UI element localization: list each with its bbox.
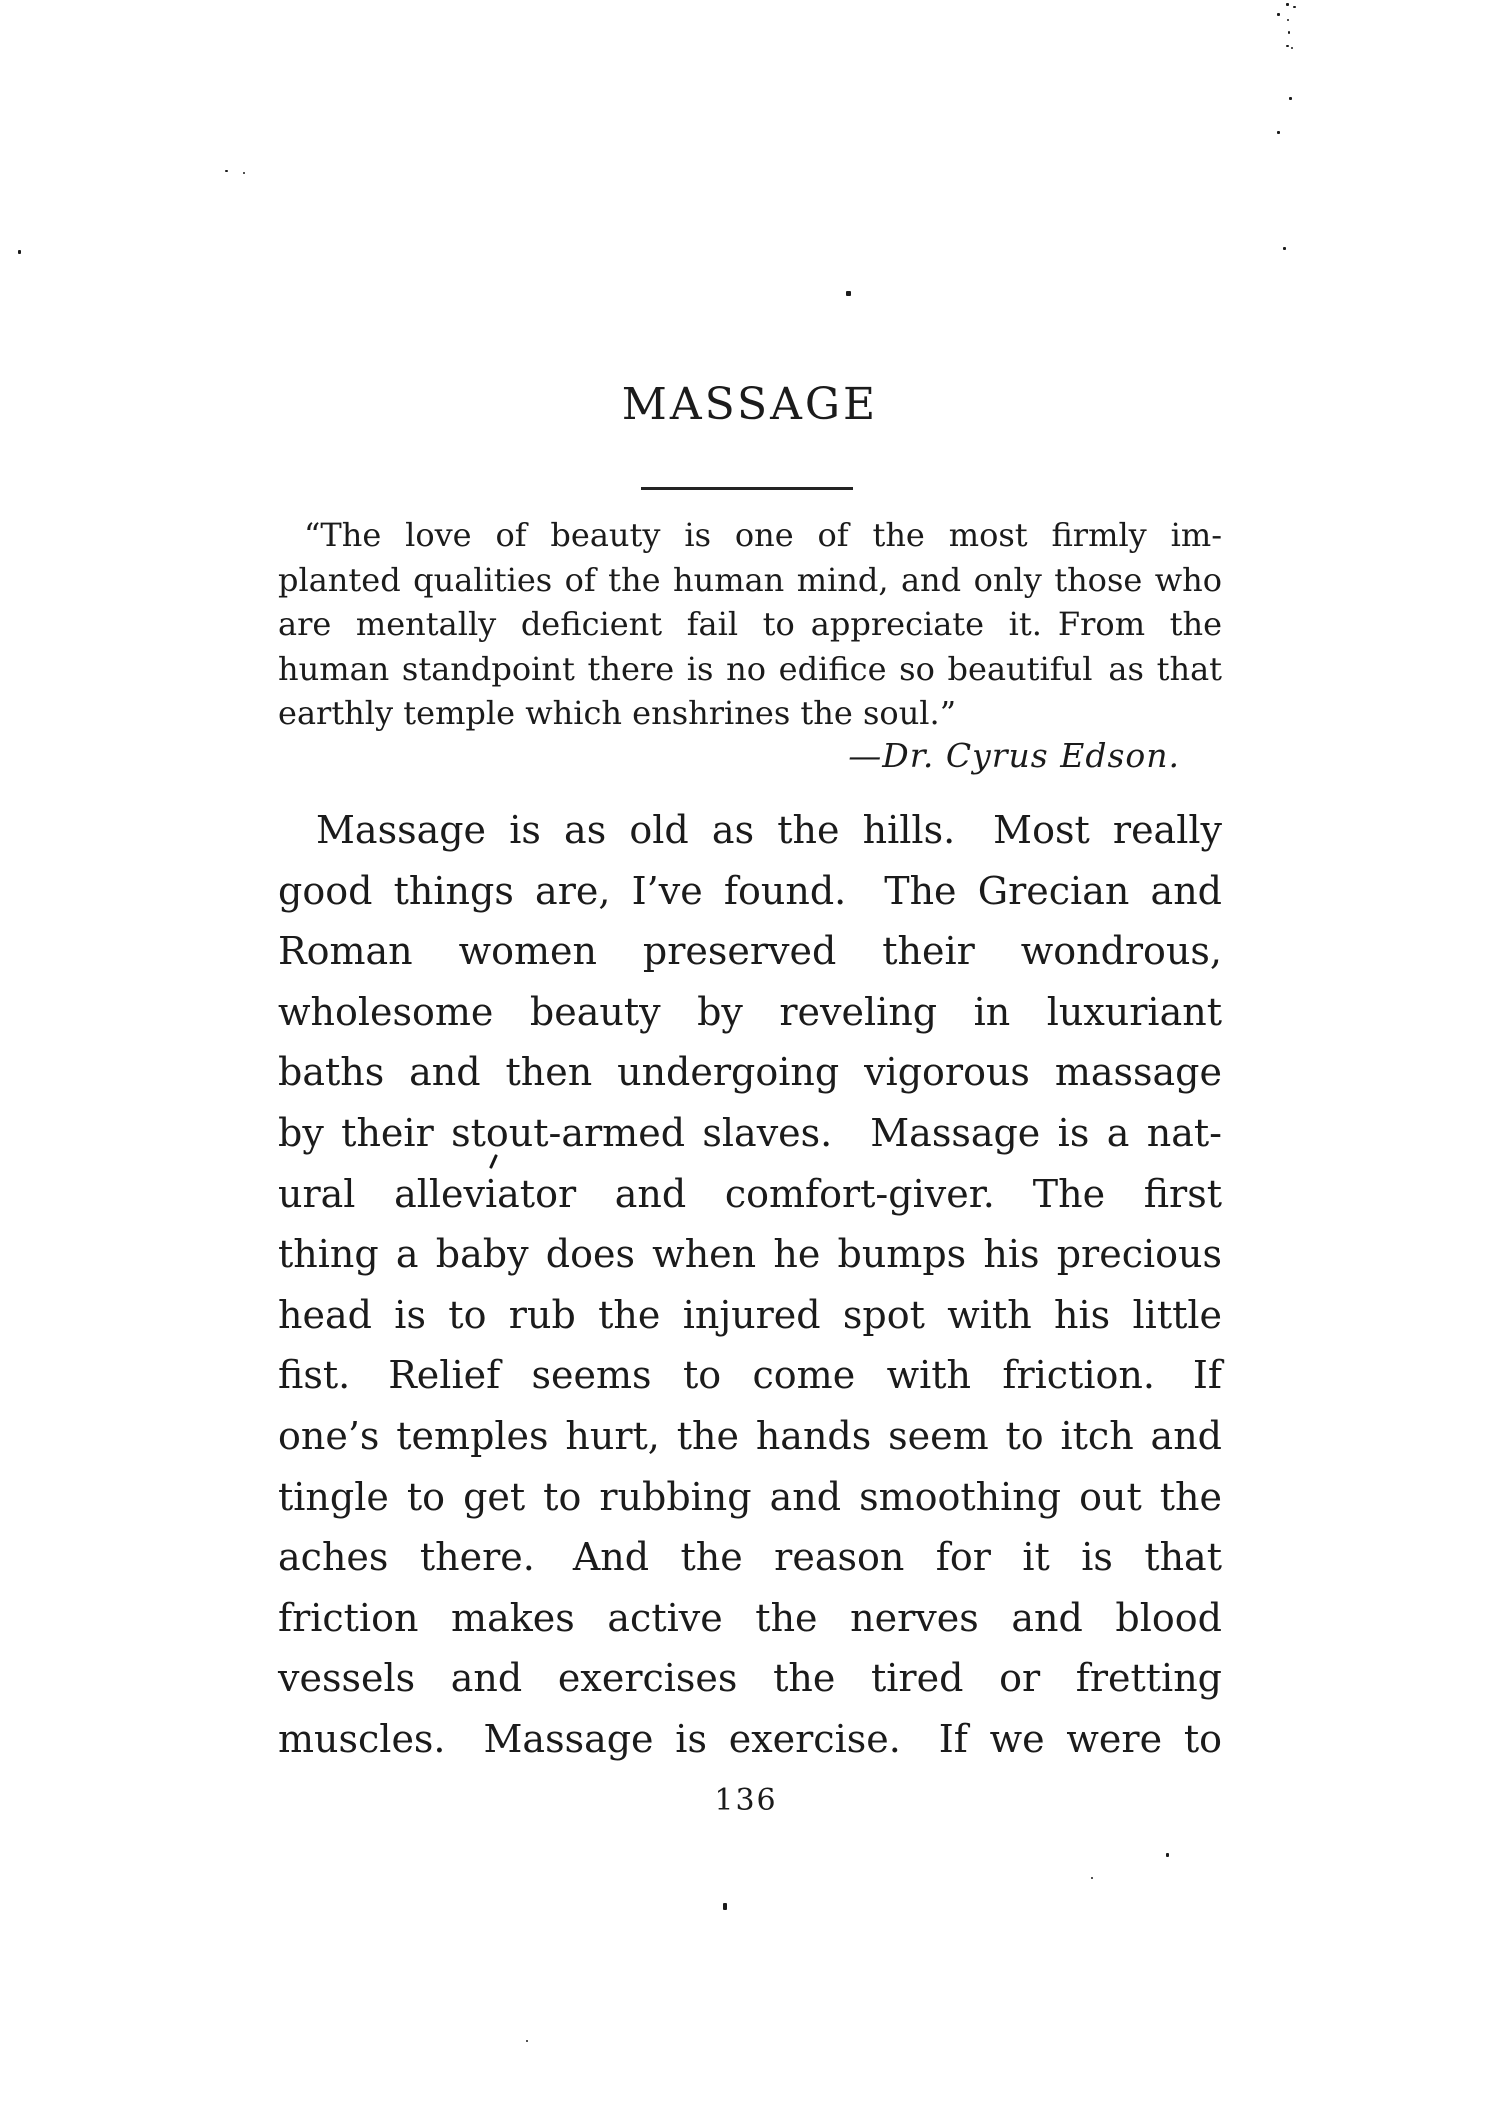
title-divider-rule [641, 487, 853, 490]
scan-speck [1091, 1877, 1093, 1879]
scan-speck [1283, 247, 1286, 250]
chapter-title: MASSAGE [621, 379, 879, 430]
page-number: 136 [714, 1783, 778, 1818]
scan-speck [1166, 1853, 1169, 1857]
scan-speck [1286, 45, 1289, 47]
text-line: “The love of beauty is one of the most firmly im- [304, 516, 1222, 554]
text-line: by their stout-armed slaves. Massage is a nat- [278, 1110, 1222, 1155]
text-line: good things are, I’ve found. The Grecian and [278, 868, 1222, 913]
scan-speck [846, 291, 851, 296]
text-line: thing a baby does when he bumps his precious [278, 1232, 1222, 1277]
text-line: Roman women preserved their wondrous, [278, 929, 1222, 974]
text-line: aches there. And the reason for it is that [278, 1535, 1222, 1580]
text-line: planted qualities of the human mind, and only those who [278, 560, 1222, 599]
scan-speck [526, 2040, 528, 2042]
scan-speck [225, 170, 228, 172]
scan-speck [1286, 3, 1289, 6]
scan-speck [1277, 131, 1280, 134]
epigraph-quote [278, 513, 1222, 736]
text-line: earthly temple which enshrines the soul.” [278, 694, 957, 732]
scan-speck [243, 172, 245, 174]
scan-speck [723, 1903, 727, 1910]
text-line: human standpoint there is no edifice so beautiful as that [278, 649, 1222, 688]
scan-speck [1289, 97, 1292, 100]
scan-speck [1291, 47, 1293, 49]
text-line: fist. Relief seems to come with friction. If [278, 1353, 1222, 1398]
text-line: baths and then undergoing vigorous massage [278, 1050, 1222, 1095]
text-line: ural alleviator and comfort-giver. The first [278, 1171, 1222, 1216]
text-line: muscles. Massage is exercise. If we were to [278, 1716, 1222, 1761]
scan-speck [1277, 13, 1280, 16]
body-paragraph [278, 800, 1222, 1770]
text-line: are mentally deficient fail to appreciate it. From the [278, 605, 1222, 643]
text-line: tingle to get to rubbing and smoothing out the [278, 1474, 1222, 1519]
text-line: head is to rub the injured spot with his little [278, 1292, 1222, 1337]
text-line: vessels and exercises the tired or fretting [278, 1656, 1222, 1701]
text-line: Massage is as old as the hills. Most really [316, 808, 1222, 852]
text-line: friction makes active the nerves and blood [278, 1595, 1222, 1640]
scan-speck [18, 250, 21, 254]
scan-speck [1293, 6, 1296, 8]
text-line: wholesome beauty by reveling in luxuriant [278, 989, 1222, 1034]
epigraph-attribution: —Dr. Cyrus Edson. [848, 736, 1180, 775]
scan-speck [1287, 19, 1289, 21]
text-line: one’s temples hurt, the hands seem to itch and [278, 1413, 1222, 1458]
scan-speck [1288, 31, 1290, 34]
